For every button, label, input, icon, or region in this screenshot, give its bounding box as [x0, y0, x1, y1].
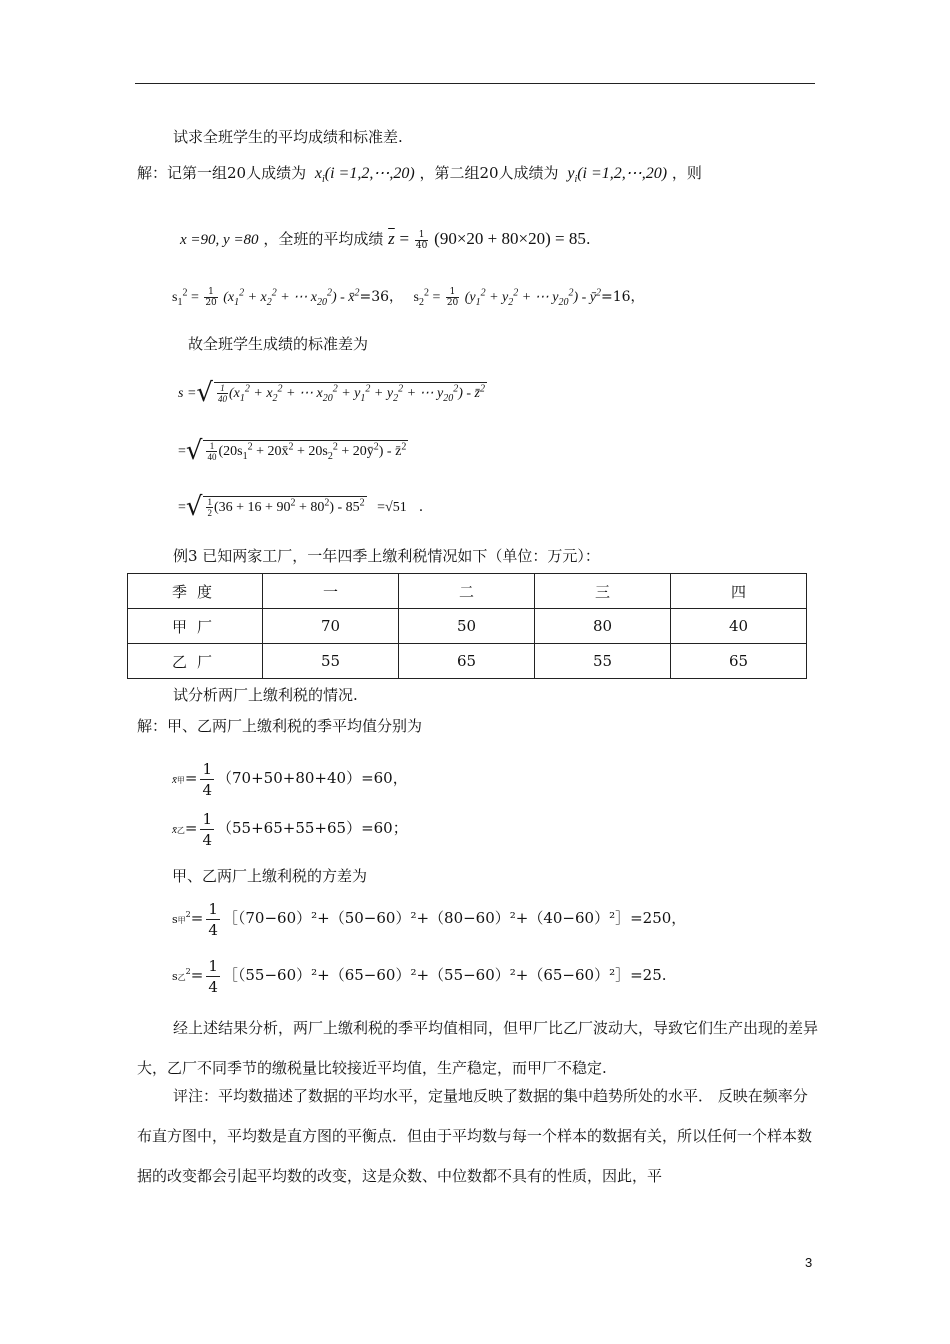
- table-cell: 55: [535, 644, 671, 679]
- frac-1-40: $\frac{1}{40}$: [415, 229, 428, 251]
- example-3-title: 例3 已知两家工厂，一年四季上缴利税情况如下（单位：万元）：: [173, 547, 600, 565]
- variance-line: $s_1^2$ = $\frac{1}{20}$ ($x_1^2 + x_2^2$ + ⋯ $x_{20}^2$) - x̄$^2$=36， $s_2^2$ = $\frac{1}{20}$ ($y_1^2 + y_2^2$ + ⋯ $y_{20}^2$) - $ȳ^2=16$，: [172, 286, 645, 308]
- means-text: ，全班的平均成绩: [263, 230, 384, 248]
- tax-table: [127, 573, 807, 679]
- table-header-cell: 四: [671, 574, 807, 609]
- table-header-row: [128, 574, 807, 609]
- conclusion-paragraph: 经上述结果分析，两厂上缴利税的季平均值相同，但甲厂比乙厂波动大，导致它们生产出现的差异大，乙厂不同季节的缴税量比较接近平均值，生产稳定，而甲厂不稳定.: [137, 1019, 819, 1077]
- sd-formula-3: =√ $\frac{1}{2}$ $(36 + 16 + 90^2 + 80^2) - 85^2 =√51$ .: [178, 492, 424, 522]
- zbar-symbol: $\overline{z}$: [388, 229, 395, 248]
- mean-yi-line: x̄乙= $\frac{1}{4}$ （55+65+55+65）=60；: [172, 809, 408, 849]
- sol1-suffix: ，则: [671, 164, 702, 182]
- table-cell: 65: [399, 644, 535, 679]
- s2-value: =16，: [601, 289, 645, 305]
- table-header-cell: 一: [263, 574, 399, 609]
- means-expr: (90×20 + 80×20) = 85: [434, 229, 586, 248]
- table-row: [128, 644, 807, 679]
- intro-line: 试求全班学生的平均成绩和标准差.: [173, 128, 403, 146]
- means-line: x =90, y =80 ，全班的平均成绩 $\overline{z}$ = $\frac{1}{40}$ (90×20 + 80×20) = 85.: [180, 229, 591, 251]
- means-xbar: x =90, y =80: [180, 232, 259, 248]
- solution-3-line: 解：甲、乙两厂上缴利税的季平均值分别为: [137, 717, 423, 735]
- header-rule: [135, 83, 815, 84]
- sol1-prefix: 解：记第一组20人成绩为: [137, 164, 307, 182]
- var-jia: ［（70−60）²+（50−60）²+（80−60）²+（40−60）²］=250，: [222, 909, 687, 927]
- table-cell: 50: [399, 609, 535, 644]
- xi-range: (i =1,2,⋯,20): [324, 165, 415, 182]
- table-header-cell: 二: [399, 574, 535, 609]
- table-cell: 55: [263, 644, 399, 679]
- solution-1-line: 解：记第一组20人成绩为 $x_i(i$ =1,2,⋯,20) ，第二组20人成绩为 $y_i(i$ =1,2,⋯,20) ，则: [137, 164, 702, 185]
- sd-final: =√51: [377, 500, 407, 515]
- variance-intro: 甲、乙两厂上缴利税的方差为: [172, 867, 368, 885]
- mean-yi: （55+65+55+65）=60；: [217, 819, 408, 837]
- sd-intro: 故全班学生成绩的标准差为: [188, 335, 369, 353]
- mean-jia-line: x̄甲= $\frac{1}{4}$ （70+50+80+40）=60，: [172, 759, 408, 799]
- var-yi: ［（55−60）²+（65−60）²+（55−60）²+（65−60）²］=25.: [222, 966, 667, 984]
- table-header-cell: 季度: [128, 574, 263, 609]
- table-header-cell: 三: [535, 574, 671, 609]
- var-yi-line: s乙$^2$= $\frac{1}{4}$ ［（55−60）²+（65−60）²+（55−60）²+（65−60）²］=25.: [172, 956, 667, 996]
- comment-paragraph: 评注：平均数描述了数据的平均水平，定量地反映了数据的集中趋势所处的水平． 反映在频率分布直方图中，平均数是直方图的平衡点．但由于平均数与每一个样本的数据有关，所以任何一个样本数据的改变都会引起平均数的改变，这是众数、中位数都不具有的性质，因此，平: [137, 1087, 813, 1185]
- mean-jia: （70+50+80+40）=60，: [217, 769, 408, 787]
- xi-symbol: x: [314, 165, 322, 182]
- s1-value: =36，: [359, 289, 404, 305]
- table-row: [128, 609, 807, 644]
- sol1-mid: ，第二组20人成绩为: [419, 164, 559, 182]
- sd-formula-1: s =√ $\frac{1}{40}$ ($x_1^2 + x_2^2$ + ⋯ $x_{20}^2 + y_1^2 + y_2^2$ + ⋯ $y_{20}^2$) - z̄$^2$: [178, 378, 486, 408]
- table-cell: 80: [535, 609, 671, 644]
- sd-formula-2: =√ $\frac{1}{40}$ ($20s_1^2$ + 20x̄$^2$ + $20s_2^2$ + $20ȳ^2$) - z̄$^2$: [178, 436, 407, 466]
- table-cell: 65: [671, 644, 807, 679]
- yi-range: (i =1,2,⋯,20): [577, 165, 668, 182]
- table-cell: 甲厂: [128, 609, 263, 644]
- table-cell: 70: [263, 609, 399, 644]
- table-cell: 40: [671, 609, 807, 644]
- page-number: 3: [805, 1255, 813, 1270]
- var-jia-line: s甲$^2$= $\frac{1}{4}$ ［（70−60）²+（50−60）²+（80−60）²+（40−60）²］=250，: [172, 899, 687, 939]
- question-3: 试分析两厂上缴利税的情况.: [173, 686, 358, 704]
- yi-symbol: y: [567, 165, 575, 182]
- table-cell: 乙厂: [128, 644, 263, 679]
